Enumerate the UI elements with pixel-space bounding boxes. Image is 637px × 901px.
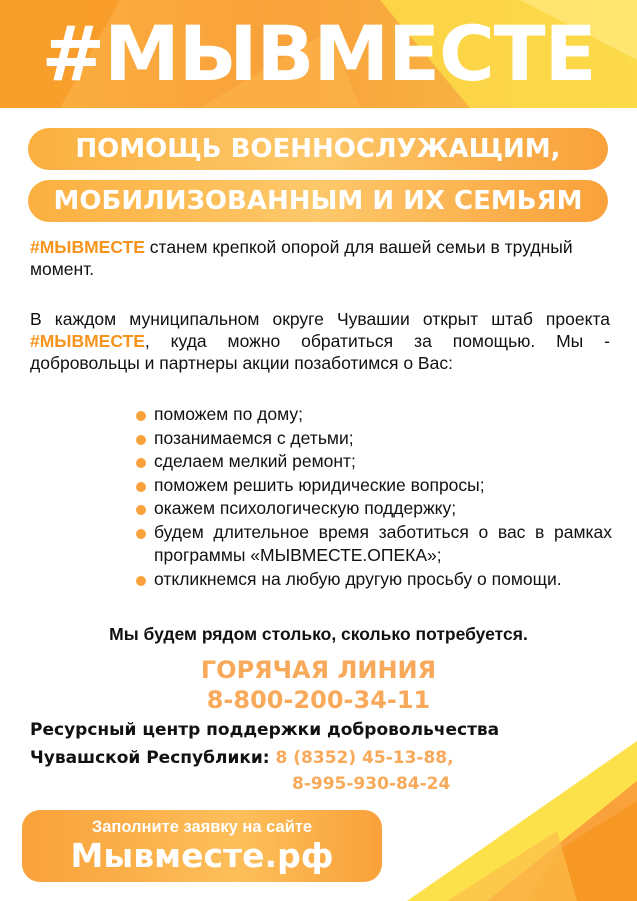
list-item [134,521,612,568]
hotline-number[interactable]: 8-800-200-34-11 [206,686,431,714]
list-item-text: поможем по дому; [154,404,303,424]
resource-line2 [30,744,454,772]
bullet-icon [136,482,146,492]
list-item-text: сделаем мелкий ремонт; [154,451,356,471]
info-paragraph [30,308,610,374]
list-item [134,450,612,474]
banner-military: ПОМОЩЬ ВОЕННОСЛУЖАЩИМ, [28,128,608,170]
paragraph-after: , куда можно обратиться за помощью. Мы - добровольцы и партнеры акции позаботимся о Вас: [30,331,610,373]
intro-text [30,236,610,280]
list-item [134,568,612,592]
list-item [134,497,612,521]
resource-region: Чувашской Республики: [30,748,276,768]
list-item [134,403,612,427]
list-item [134,474,612,498]
corner-decoration [407,741,637,901]
paragraph-before: В каждом муниципальном округе Чувашии открыт штаб проекта [30,309,610,329]
intro-hashtag: #МЫВМЕСТЕ [30,237,145,257]
hotline-label: ГОРЯЧАЯ ЛИНИЯ [200,656,437,684]
bullet-icon [136,505,146,515]
header-banner [0,0,637,108]
list-item-text: будем длительное время заботиться о вас в рамках программы «МЫВМЕСТЕ.ОПЕКА»; [154,521,612,565]
intro-body: станем крепкой опорой для вашей семьи в трудный момент. [30,237,573,279]
page-title: #МЫВМЕСТЕ [41,9,596,98]
list-item-text: окажем психологическую поддержку; [154,498,457,518]
bullet-icon [136,529,146,539]
list-item-text: откликнемся на любую другую просьбу о помощи. [154,568,562,589]
banner-families: МОБИЛИЗОВАННЫМ И ИХ СЕМЬЯМ [28,180,608,222]
resource-phone1[interactable]: 8 (8352) 45-13-88, [275,748,454,768]
list-item [134,427,612,451]
site-request-button[interactable] [22,810,382,882]
bullet-icon [136,576,146,586]
bullet-icon [136,435,146,445]
bullet-icon [136,411,146,421]
list-item-text: поможем решить юридические вопросы; [154,474,485,495]
cta-caption: Заполните заявку на сайте [91,818,313,836]
resource-line1: Ресурсный центр поддержки добровольчества [30,720,500,740]
list-item-text: позанимаемся с детьми; [154,427,354,448]
bullet-icon [136,458,146,468]
paragraph-hashtag: #МЫВМЕСТЕ [30,331,145,351]
cta-site-link[interactable]: Мывместе.рф [70,836,334,875]
closing-statement: Мы будем рядом столько, сколько потребуется. [109,624,528,644]
help-list [134,403,612,591]
resource-phone2[interactable]: 8-995-930-84-24 [292,774,451,794]
